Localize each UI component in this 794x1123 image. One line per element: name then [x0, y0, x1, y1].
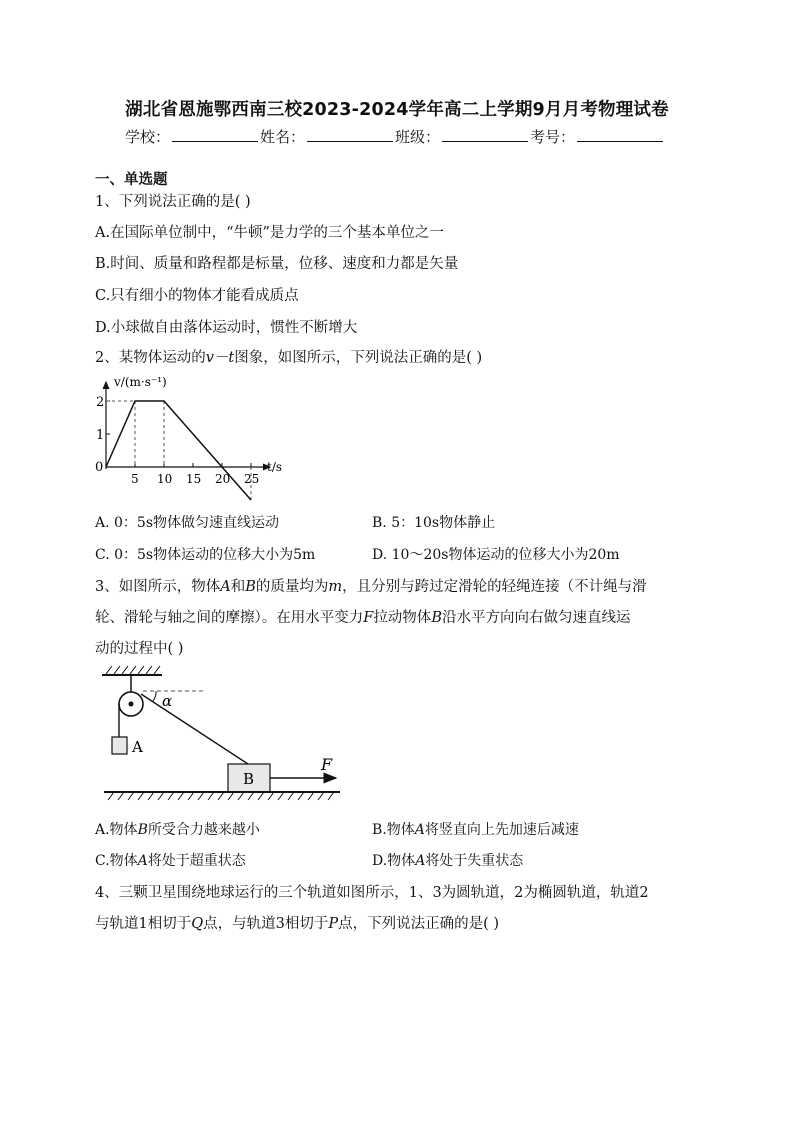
block-a-label: A [132, 738, 143, 756]
class-blank[interactable] [442, 127, 528, 142]
q3-a-text: 所受合力越来越小 [147, 822, 260, 838]
q2-option-b: B. 5：10s物体静止 [372, 515, 496, 531]
q3-option-d [372, 850, 523, 870]
q2-stem-var: v－t [205, 350, 235, 366]
y-tick-label: 2 [96, 395, 105, 410]
ground-hatch [108, 792, 334, 800]
q3-text: 和 [230, 579, 246, 595]
q3-c-var: A [137, 853, 148, 869]
q3-option-b [372, 819, 579, 839]
q4-text: 点，与轨道3相切于 [203, 916, 329, 932]
q3-var-b: B [245, 579, 256, 595]
q3-option-c [95, 850, 246, 870]
q3-stem-line2 [95, 606, 630, 627]
name-blank[interactable] [307, 127, 393, 142]
section-heading: 一、单选题 [95, 172, 168, 188]
q4-text: 与轨道1相切于 [95, 916, 192, 932]
q3-text: 的质量均为 [255, 579, 329, 595]
q3-text: 拉动物体 [373, 610, 432, 626]
origin-label: 0 [95, 460, 104, 475]
q3-var-a: A [220, 579, 231, 595]
block-a [112, 737, 127, 754]
x-tick-label: 20 [215, 472, 231, 486]
q3-d-text: D.物体 [372, 853, 416, 869]
q2-stem [95, 346, 482, 367]
q1-option-a: A.在国际单位制中，“牛顿”是力学的三个基本单位之一 [95, 225, 444, 241]
angle-arc [153, 691, 156, 701]
x-tick-label: 15 [186, 472, 202, 486]
q3-text: 沿水平方向向右做匀速直线运 [441, 610, 631, 626]
class-label: 班级： [395, 128, 441, 146]
ceiling-hatch [106, 666, 160, 674]
q3-c-text: C.物体 [95, 853, 138, 869]
q3-d-text: 将处于失重状态 [425, 853, 524, 869]
q2-option-c: C. 0：5s物体运动的位移大小为5m [95, 547, 316, 563]
number-blank[interactable] [577, 127, 663, 142]
q3-text: 3、如图所示，物体 [95, 579, 221, 595]
force-label: F [321, 755, 333, 774]
q2-option-a: A. 0：5s物体做匀速直线运动 [95, 515, 280, 531]
q3-stem-line3: 动的过程中( ) [95, 641, 184, 657]
pulley-diagram [96, 664, 356, 804]
q3-var-m: m [328, 579, 343, 595]
y-axis-label: v/(m·s⁻¹) [114, 375, 167, 389]
y-tick-label: 1 [96, 428, 105, 443]
school-blank[interactable] [172, 127, 258, 142]
q3-a-var: B [137, 822, 148, 838]
pulley-axle [129, 702, 134, 707]
exam-title: 湖北省恩施鄂西南三校2023-2024学年高二上学期9月月考物理试卷 [125, 100, 669, 120]
q1-option-d: D.小球做自由落体运动时，惯性不断增大 [95, 320, 358, 336]
q3-a-text: A.物体 [95, 822, 138, 838]
q4-text: 点，下列说法正确的是( ) [338, 916, 500, 932]
q3-text: 轮、滑轮与轴之间的摩擦）。在用水平变力 [95, 610, 364, 626]
q3-option-a [95, 819, 260, 839]
q3-b-text: 将竖直向上先加速后减速 [424, 822, 579, 838]
x-axis-label: t/s [267, 460, 283, 474]
q3-var-f: F [363, 610, 374, 626]
q3-b-text: B.物体 [372, 822, 415, 838]
number-label: 考号： [530, 128, 576, 146]
velocity-time-graph [90, 372, 290, 502]
q3-c-text: 将处于超重状态 [147, 853, 246, 869]
q2-stem-part1: 2、某物体运动的 [95, 350, 206, 366]
school-label: 学校： [125, 128, 171, 146]
q4-stem-line1: 4、三颗卫星围绕地球运行的三个轨道如图所示，1、3为圆轨道，2为椭圆轨道，轨道2 [95, 885, 649, 901]
q3-text: ，且分别与跨过定滑轮的轻绳连接（不计绳与滑 [342, 579, 647, 595]
q3-b-var: A [414, 822, 425, 838]
q3-stem-line1 [95, 575, 647, 596]
q1-option-c: C.只有细小的物体才能看成质点 [95, 288, 299, 304]
q4-var-q: Q [191, 916, 204, 932]
q1-stem: 1、下列说法正确的是( ) [95, 194, 251, 210]
name-label: 姓名： [260, 128, 306, 146]
q4-var-p: P [328, 916, 339, 932]
q3-d-var: A [415, 853, 426, 869]
student-info-row [125, 126, 665, 147]
q4-stem-line2 [95, 912, 499, 933]
x-tick-label: 25 [244, 472, 260, 486]
x-tick-label: 10 [157, 472, 173, 486]
q1-option-b: B.时间、质量和路程都是标量，位移、速度和力都是矢量 [95, 256, 459, 272]
q2-stem-part2: 图象，如图所示，下列说法正确的是( ) [234, 350, 483, 366]
x-tick-label: 5 [131, 472, 139, 486]
q3-var-b: B [431, 610, 442, 626]
rope-to-b [141, 694, 248, 764]
q2-option-d: D. 10～20s物体运动的位移大小为20m [372, 547, 620, 563]
angle-label: α [162, 692, 173, 710]
block-b-label: B [243, 770, 255, 788]
